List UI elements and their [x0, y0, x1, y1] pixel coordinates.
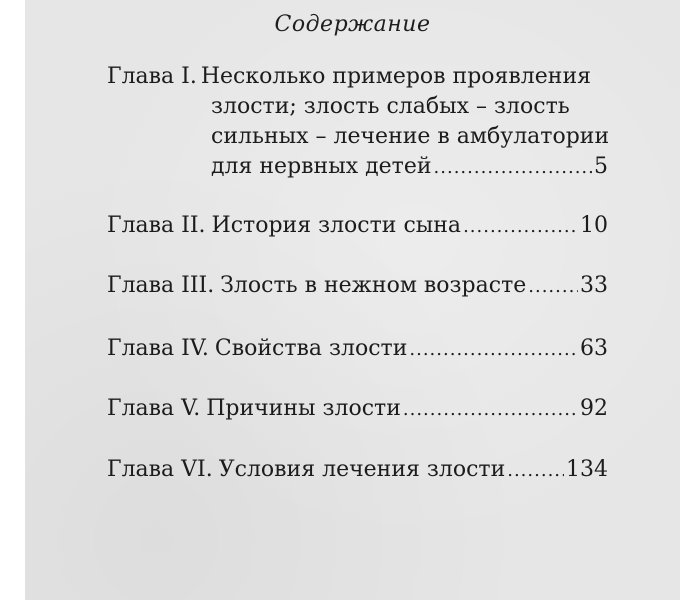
chapter-title-line-4: для нервных детей	[211, 154, 432, 179]
chapter-label: Глава VI.	[107, 457, 213, 482]
chapter-title: Злость в нежном возрасте	[220, 273, 527, 298]
chapter-title: Причины злости	[206, 396, 401, 421]
chapter-title-line-1: Несколько примеров проявления	[200, 64, 592, 89]
chapter-title: Свойства злости	[214, 336, 408, 361]
chapter-title-line-3: сильных – лечение в амбулатории	[211, 124, 610, 149]
page-number: 33	[580, 273, 608, 298]
dot-leader	[434, 153, 592, 183]
book-page	[25, 0, 680, 600]
chapter-title: Условия лечения злости	[218, 457, 506, 482]
page-number: 134	[566, 457, 608, 482]
page-number: 5	[594, 154, 608, 179]
dot-leader	[409, 335, 578, 365]
chapter-label: Глава V.	[107, 396, 201, 421]
toc-entry-chapter-4	[107, 334, 608, 365]
chapter-label: Глава II.	[107, 213, 206, 238]
page-number: 92	[580, 396, 608, 421]
page-number: 63	[580, 336, 608, 361]
dot-leader	[403, 395, 578, 425]
toc-entry-chapter-3	[107, 271, 608, 302]
chapter-title: История злости сына	[211, 213, 462, 238]
chapter-label: Глава I.	[107, 64, 197, 89]
chapter-title-line-2: злости; злость слабых – злость	[211, 94, 570, 119]
chapter-label: Глава III.	[107, 273, 215, 298]
toc-entry-chapter-2	[107, 211, 608, 242]
dot-leader	[528, 272, 578, 302]
toc-entry-chapter-5	[107, 394, 608, 425]
page-number: 10	[580, 213, 608, 238]
toc-entry-chapter-6	[107, 455, 608, 486]
chapter-label: Глава IV.	[107, 336, 209, 361]
dot-leader	[463, 212, 578, 242]
dot-leader	[507, 456, 564, 486]
toc-entry-chapter-1	[107, 62, 608, 183]
toc-heading: Содержание	[274, 12, 431, 37]
